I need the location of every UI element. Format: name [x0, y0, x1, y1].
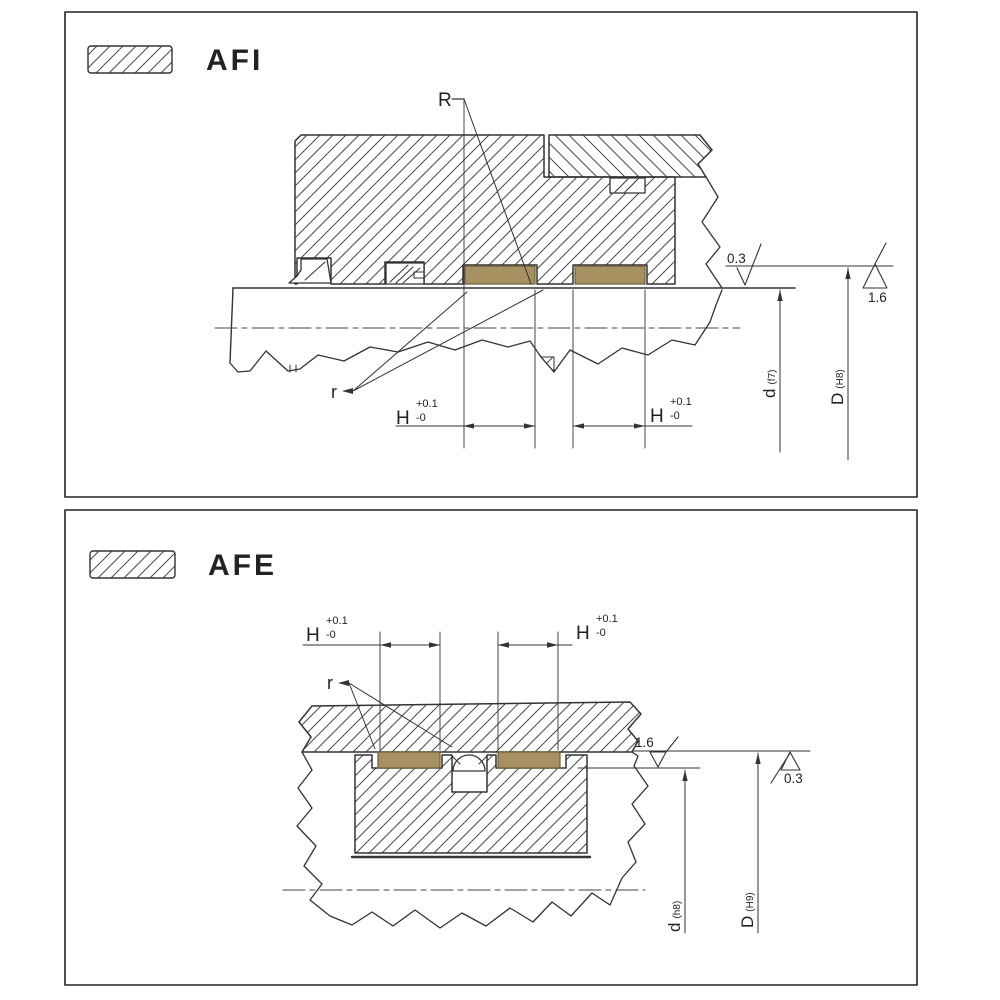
- svg-text:0.3: 0.3: [784, 771, 803, 786]
- afe-legend-label: AFE: [208, 549, 277, 582]
- afi-bearing-strip-left: [465, 266, 535, 284]
- svg-text:H: H: [650, 406, 664, 427]
- panel-afi: [65, 12, 917, 497]
- afe-bore-diameter-fit: (H9): [745, 892, 756, 912]
- afi-locking-ring: [610, 178, 645, 193]
- afi-rod-seal: [386, 263, 424, 284]
- svg-text:H: H: [396, 408, 410, 429]
- afe-shaft-diameter-fit: (h8): [672, 900, 683, 919]
- svg-text:-0: -0: [326, 629, 336, 641]
- svg-text:-0: -0: [416, 412, 426, 424]
- afi-legend-label: AFI: [206, 44, 264, 77]
- afe-shaft-diameter-letter: d: [665, 922, 684, 932]
- panel-afe: [65, 510, 917, 985]
- afi-rod-diameter-fit: (f7): [767, 369, 778, 385]
- svg-text:-0: -0: [596, 627, 606, 639]
- afi-legend-swatch: [88, 46, 172, 73]
- svg-text:+0.1: +0.1: [326, 615, 348, 627]
- svg-text:0.3: 0.3: [727, 251, 746, 266]
- svg-text:-0: -0: [670, 410, 680, 422]
- afi-bore-diameter-letter: D: [828, 392, 847, 405]
- svg-text:+0.1: +0.1: [596, 613, 618, 625]
- svg-text:+0.1: +0.1: [416, 398, 438, 410]
- afi-bearing-strip-right: [575, 266, 645, 284]
- afe-bore-diameter-letter: D: [738, 915, 757, 928]
- svg-text:H: H: [306, 625, 320, 646]
- svg-text:r: r: [331, 382, 337, 402]
- svg-text:r: r: [327, 673, 333, 693]
- svg-text:1.6: 1.6: [868, 290, 887, 305]
- afe-bearing-strip-left: [378, 752, 440, 768]
- svg-text:H: H: [576, 623, 590, 644]
- afi-bore-diameter-fit: (H8): [835, 369, 846, 389]
- afi-retainer-cap: [549, 135, 712, 177]
- afi-rod-diameter-letter: d: [760, 388, 779, 398]
- afe-bearing-strip-right: [498, 752, 560, 768]
- svg-text:+0.1: +0.1: [670, 396, 692, 408]
- afe-legend-swatch: [90, 551, 175, 578]
- afe-cylinder-wall: [299, 702, 641, 752]
- svg-text:1.6: 1.6: [635, 735, 654, 750]
- svg-text:R: R: [438, 90, 452, 111]
